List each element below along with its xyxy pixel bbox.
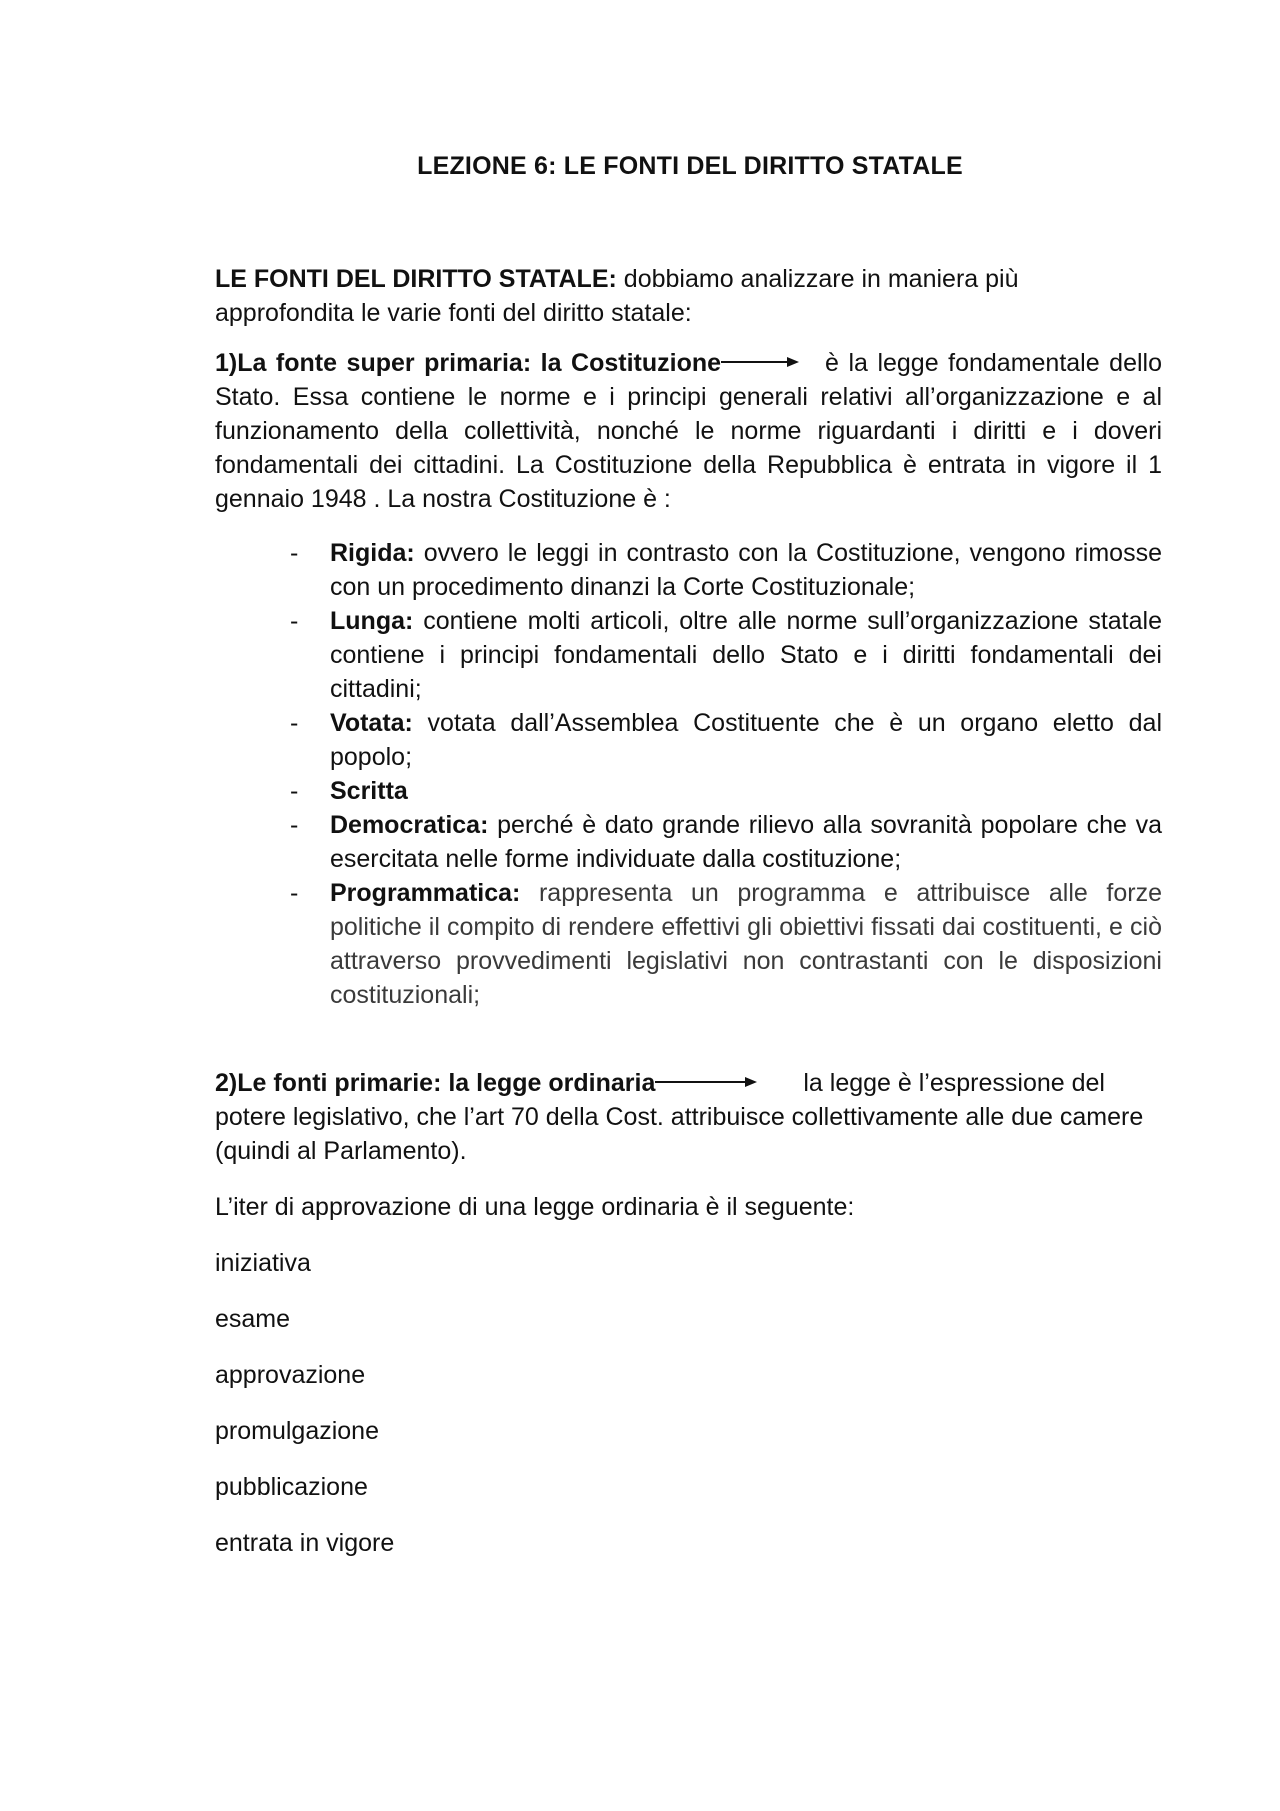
section1-lead: è la legge fondamentale dello	[825, 349, 1162, 377]
page-title: LEZIONE 6: LE FONTI DEL DIRITTO STATALE	[417, 152, 963, 180]
intro-text: dobbiamo analizzare in maniera più approfondita le varie fonti del diritto statale:	[215, 265, 1019, 327]
section2-paragraph	[215, 1066, 1162, 1168]
section2-heading: 2)Le fonti primarie: la legge ordinaria	[215, 1069, 656, 1097]
step-item: pubblicazione	[215, 1473, 368, 1501]
intro-paragraph	[215, 262, 1162, 330]
list-item: - Rigida: ovvero le leggi in contrasto con la Costituzione, vengono rimosse con un procedimento dinanzi la Corte Costituzionale;	[290, 539, 1162, 601]
section2	[215, 1066, 1162, 1560]
list-item: - Programmatica: rappresenta un programma e attribuisce alle forze politiche il compito di rendere effettivi gli obiettivi fissati dai costituenti, e ciò attraverso provvedimenti legislativi non contrastanti con le disposizioni costituzionali;	[290, 879, 1162, 1009]
section1-text: Stato. Essa contiene le norme e i principi generali relativi all’organizzazione e al funzionamento della collettività, nonché le norme riguardanti i diritti e i doveri fondamentali dei cittadini. La Costituzione della Repubblica è entrata in vigore il 1 gennaio 1948 . La nostra Costituzione è :	[215, 383, 1162, 513]
section2-text: la legge è l’espressione del potere legislativo, che l’art 70 della Cost. attribuisce collettivamente alle due camere (quindi al Parlamento).	[215, 1069, 1144, 1165]
list-item: - Democratica: perché è dato grande rilievo alla sovranità popolare che va esercitata nelle forme individuate dalla costituzione;	[290, 811, 1162, 873]
section1-heading: 1)La fonte super primaria: la Costituzione	[215, 349, 722, 377]
intro-heading: LE FONTI DEL DIRITTO STATALE:	[215, 265, 617, 293]
step-item: entrata in vigore	[215, 1529, 395, 1557]
document-body	[215, 262, 1162, 1582]
list-item: - Scritta	[290, 777, 408, 805]
step-item: promulgazione	[215, 1417, 379, 1445]
list-item: - Lunga: contiene molti articoli, oltre alle norme sull’organizzazione statale contiene i principi fondamentali dello Stato e i diritti fondamentali dei cittadini;	[290, 607, 1162, 703]
step-item: iniziativa	[215, 1249, 311, 1277]
arrow-right-icon	[655, 1075, 757, 1089]
section1-paragraph	[215, 346, 1162, 1012]
arrow-right-icon	[721, 355, 799, 369]
step-item: approvazione	[215, 1361, 366, 1389]
approval-steps	[215, 1246, 1162, 1560]
step-item: esame	[215, 1305, 291, 1333]
constitution-properties-list	[215, 536, 1162, 1012]
iter-intro: L’iter di approvazione di una legge ordinaria è il seguente:	[215, 1193, 855, 1221]
list-item: - Votata: votata dall’Assemblea Costituente che è un organo eletto dal popolo;	[290, 709, 1162, 771]
